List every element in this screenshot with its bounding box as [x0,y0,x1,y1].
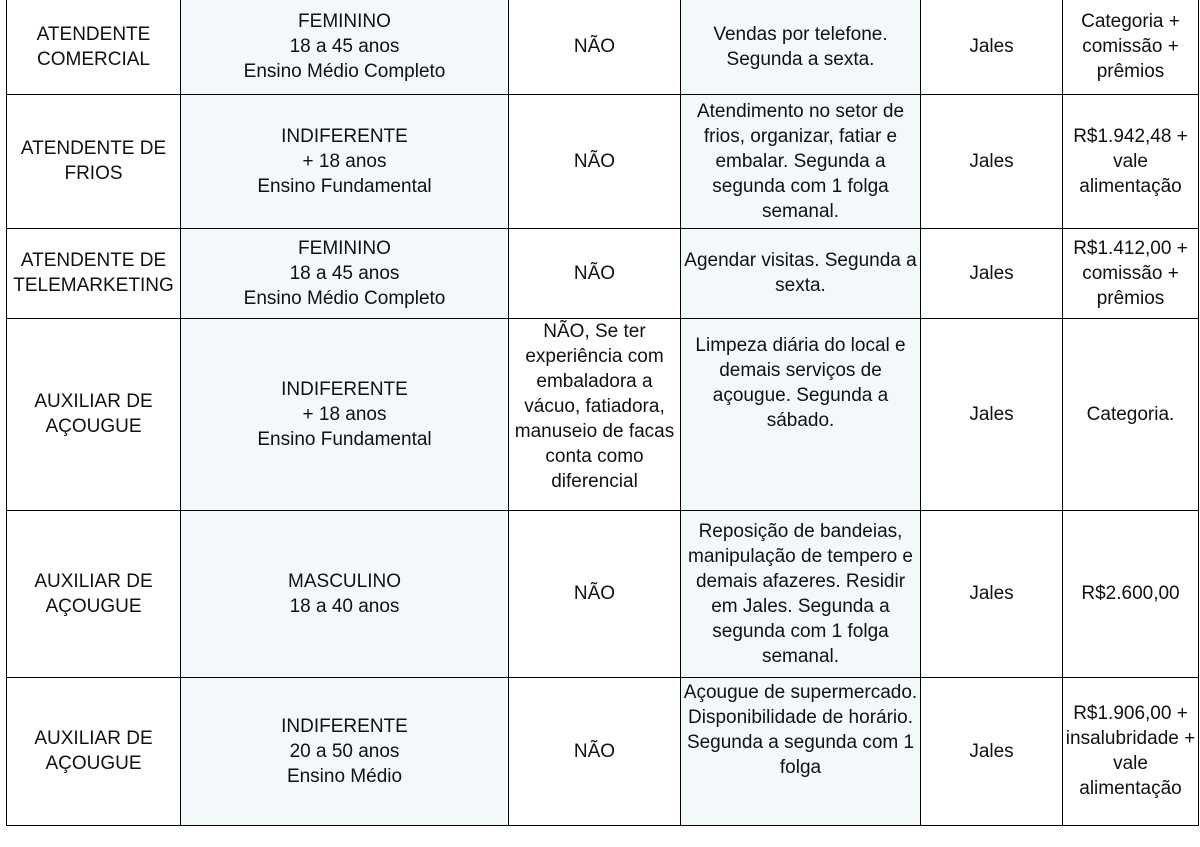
job-title-cell[interactable] [7,228,181,318]
experience-cell[interactable]: NÃO [509,228,681,318]
experience-cell[interactable]: NÃO [509,677,681,825]
job-listings-table [6,0,1199,826]
requirements-cell[interactable] [181,318,509,510]
requirement-line: + 18 anos [302,150,387,172]
city-cell[interactable]: Jales [921,94,1063,228]
pay-cell[interactable]: R$2.600,00 [1063,510,1199,677]
job-title-line: ATENDENTE DE [20,138,167,159]
table-row [7,677,1199,825]
requirement-line: INDIFERENTE [281,715,408,737]
experience-cell[interactable]: NÃO [509,510,681,677]
job-title-cell[interactable] [7,677,181,825]
experience-cell[interactable]: NÃO [509,94,681,228]
pay-cell[interactable]: R$1.942,48 + vale alimentação [1063,94,1199,228]
requirement-line: FEMININO [298,237,391,259]
job-title-line: AÇOUGUE [45,416,142,437]
requirement-line: 18 a 45 anos [289,36,400,58]
requirement-line: + 18 anos [302,403,387,425]
requirement-line: INDIFERENTE [281,125,408,147]
requirement-line: 18 a 40 anos [289,595,400,617]
description-cell[interactable]: Atendimento no setor de frios, organizar, fatiar e embalar. Segunda a segunda com 1 folga semanal. [681,94,921,228]
table-row [7,228,1199,318]
requirement-line: Ensino Médio Completo [243,287,446,309]
requirement-line: FEMININO [298,11,391,33]
requirement-line: MASCULINO [288,570,401,592]
requirements-cell[interactable] [181,677,509,825]
pay-cell[interactable]: Categoria + comissão + prêmios [1063,0,1199,94]
job-title-line: ATENDENTE [36,23,151,45]
pay-cell[interactable]: R$1.906,00 + insalubridade + vale alimentação [1063,677,1199,825]
job-title-line: AÇOUGUE [45,595,142,617]
job-title-line: AUXILIAR DE [34,570,153,592]
job-listings-sheet [6,0,1198,826]
requirement-line: Ensino Fundamental [257,175,432,197]
requirements-cell[interactable] [181,94,509,228]
requirements-cell[interactable] [181,0,509,94]
table-row [7,0,1199,94]
job-title-line: ATENDENTE DE [20,250,167,271]
requirements-cell[interactable] [181,228,509,318]
job-title-cell[interactable] [7,94,181,228]
city-cell[interactable]: Jales [921,677,1063,825]
city-cell[interactable]: Jales [921,510,1063,677]
job-title-cell[interactable] [7,318,181,510]
description-cell[interactable]: Agendar visitas. Segunda a sexta. [681,228,921,318]
job-title-line: AÇOUGUE [45,753,142,774]
job-title-line: TELEMARKETING [13,275,174,296]
requirement-line: 20 a 50 anos [289,740,400,762]
requirements-cell[interactable] [181,510,509,677]
description-cell[interactable]: Açougue de supermercado. Disponibilidade de horário. Segunda a segunda com 1 folga [681,677,921,825]
experience-cell[interactable]: NÃO, Se ter experiência com embaladora a vácuo, fatiadora, manuseio de facas conta como diferencial [509,318,681,510]
table-row [7,94,1199,228]
job-title-line: AUXILIAR DE [34,391,153,412]
city-cell[interactable]: Jales [921,0,1063,94]
requirement-line: INDIFERENTE [281,378,408,400]
experience-cell[interactable]: NÃO [509,0,681,94]
job-title-cell[interactable] [7,0,181,94]
table-row [7,510,1199,677]
description-cell[interactable]: Limpeza diária do local e demais serviços de açougue. Segunda a sábado. [681,318,921,510]
city-cell[interactable]: Jales [921,318,1063,510]
job-title-line: FRIOS [64,163,123,184]
job-title-cell[interactable] [7,510,181,677]
job-title-line: AUXILIAR DE [34,728,153,749]
description-cell[interactable]: Reposição de bandeias, manipulação de tempero e demais afazeres. Residir em Jales. Segunda a segunda com 1 folga semanal. [681,510,921,677]
description-cell[interactable]: Vendas por telefone. Segunda a sexta. [681,0,921,94]
table-row [7,318,1199,510]
city-cell[interactable]: Jales [921,228,1063,318]
pay-cell[interactable]: Categoria. [1063,318,1199,510]
requirement-line: Ensino Médio [286,765,403,787]
pay-cell[interactable]: R$1.412,00 + comissão + prêmios [1063,228,1199,318]
job-title-line: COMERCIAL [37,48,150,70]
requirement-line: 18 a 45 anos [289,262,400,284]
requirement-line: Ensino Fundamental [257,428,432,450]
requirement-line: Ensino Médio Completo [243,61,446,83]
